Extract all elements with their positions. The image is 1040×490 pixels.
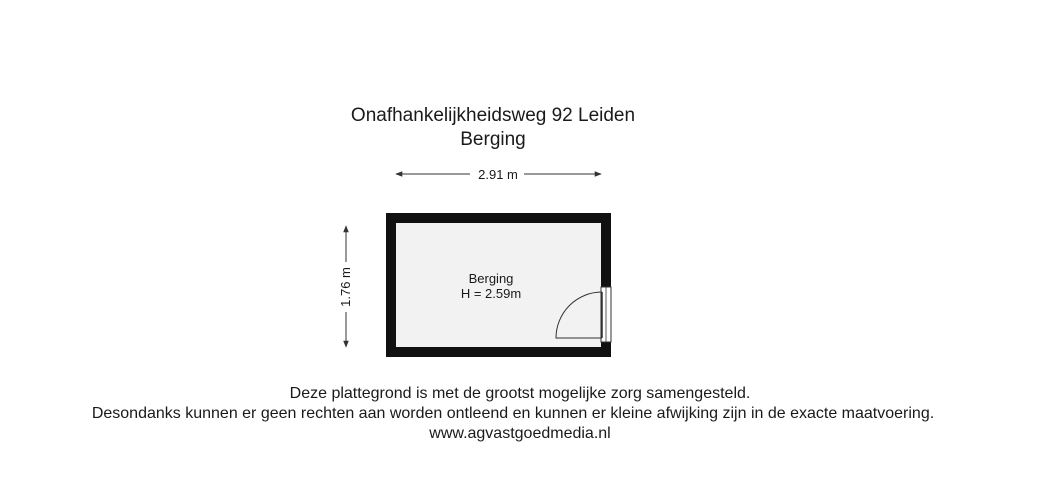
wall-left — [386, 213, 396, 357]
height-dimension-label: 1.76 m — [338, 267, 353, 307]
room-height-label: H = 2.59m — [460, 286, 522, 301]
website-link[interactable]: www.agvastgoedmedia.nl — [429, 425, 611, 442]
disclaimer-line-2: Desondanks kunnen er geen rechten aan worden ontleend en kunnen er kleine afwijking zijn in de exacte maatvoering. — [91, 405, 935, 422]
address-title: Onafhankelijkheidsweg 92 Leiden — [350, 105, 636, 126]
room-name-label: Berging — [468, 271, 514, 286]
room-berging — [386, 213, 611, 357]
wall-right-upper — [601, 213, 611, 287]
disclaimer-footer — [0, 384, 1040, 444]
floor-name: Berging — [460, 129, 526, 150]
wall-right-lower — [601, 342, 611, 357]
width-dimension — [396, 167, 601, 182]
width-dimension-label: 2.91 m — [478, 167, 518, 182]
height-dimension — [338, 226, 353, 347]
disclaimer-line-1: Deze plattegrond is met de grootst mogelijke zorg samengesteld. — [289, 385, 751, 402]
wall-top — [386, 213, 611, 223]
wall-bottom — [386, 347, 611, 357]
